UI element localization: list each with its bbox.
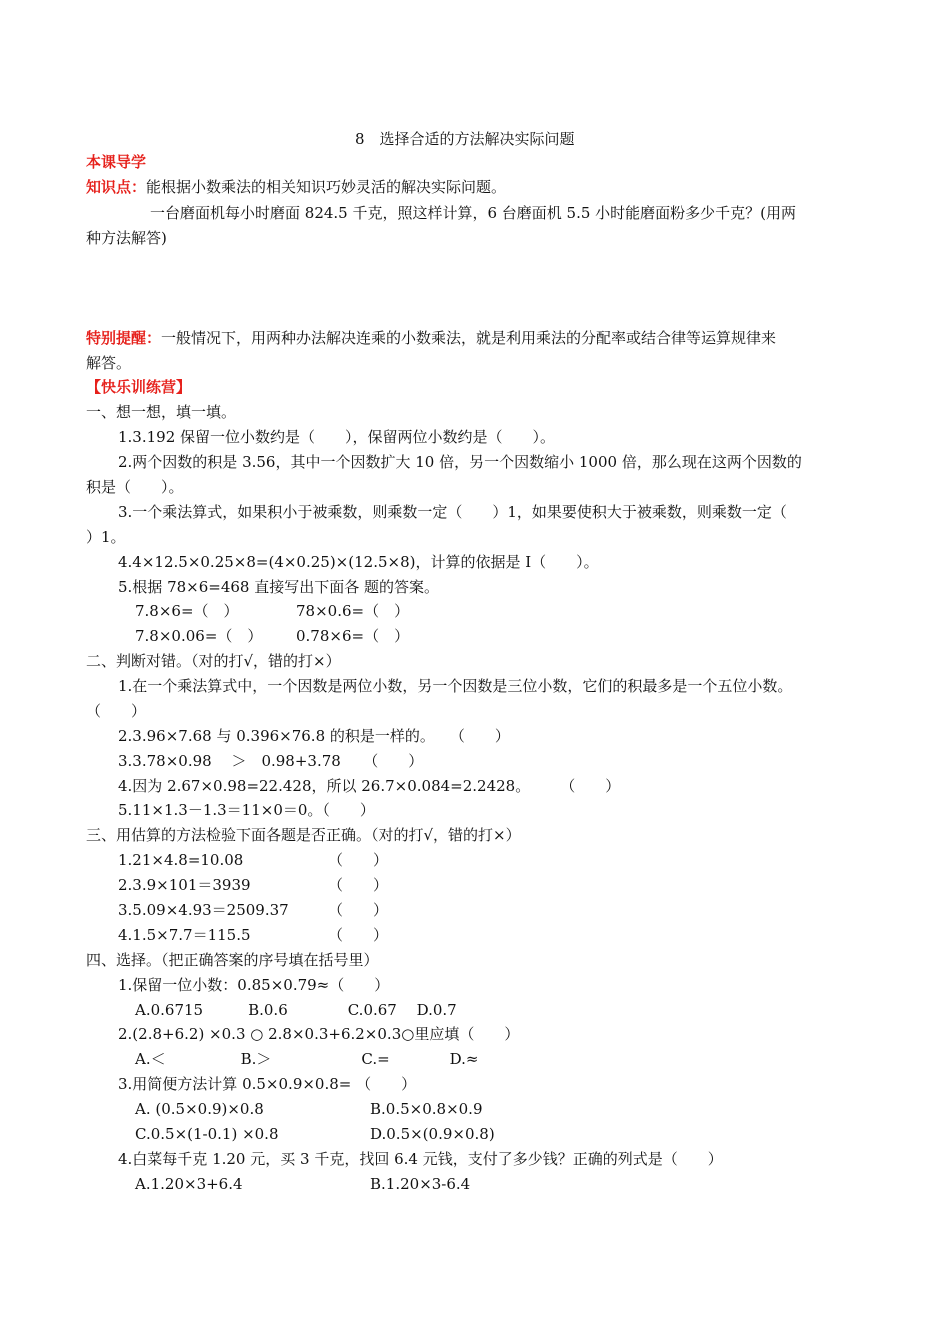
tip-label: 特别提醒： — [86, 329, 162, 347]
s1-calc-r2c1: 7.8×0.06=（ ） — [135, 627, 263, 645]
s1-question-4: 4.4×12.5×0.25×8=(4×0.25)×(12.5×8)，计算的依据是 I（ ）。 — [118, 553, 599, 571]
s2-question-3: 3.3.78×0.98 ＞ 0.98+3.78 （ ） — [118, 752, 424, 770]
s1-calc-r1c2: 78×0.6=（ ） — [296, 602, 410, 620]
s1-question-3a: 3.一个乘法算式，如果积小于被乘数，则乘数一定（ ）1，如果要使积大于被乘数，则乘数一定（ — [118, 503, 787, 521]
knowledge-point — [86, 177, 506, 197]
s4-question-3: 3.用简便方法计算 0.5×0.9×0.8= （ ） — [118, 1075, 417, 1093]
tip-text: 一般情况下，用两种办法解决连乘的小数乘法，就是利用乘法的分配率或结合律等运算规律来 — [161, 329, 777, 347]
s1-question-5: 5.根据 78×6=468 直接写出下面各 题的答案。 — [118, 578, 440, 596]
section-4-heading: 四、选择。（把正确答案的序号填在括号里） — [86, 951, 379, 969]
s4-question-4-option-a: A.1.20×3+6.4 — [135, 1175, 243, 1193]
s3-question-1: 1.21×4.8=10.08 — [118, 851, 244, 869]
s3-answer-paren-4: （ ） — [328, 926, 389, 944]
tip-line-1 — [86, 328, 776, 348]
s3-answer-paren-2: （ ） — [328, 876, 389, 894]
s2-question-1b: （ ） — [86, 702, 147, 720]
knowledge-text: 能根据小数乘法的相关知识巧妙灵活的解决实际问题。 — [146, 178, 507, 196]
s4-question-4: 4.白菜每千克 1.20 元，买 3 千克，找回 6.4 元钱，支付了多少钱？正确的列式是（ ） — [118, 1150, 723, 1168]
section-3-heading: 三、用估算的方法检验下面各题是否正确。（对的打√，错的打×） — [86, 826, 521, 844]
s4-question-3-option-a: A. (0.5×0.9)×0.8 — [135, 1100, 264, 1118]
s1-question-2a: 2.两个因数的积是 3.56，其中一个因数扩大 10 倍，另一个因数缩小 1000 倍，那么现在这两个因数的 — [118, 453, 802, 471]
s4-question-1-options: A.0.6715 B.0.6 C.0.67 D.0.7 — [135, 1001, 457, 1019]
s1-question-1: 1.3.192 保留一位小数约是（ ），保留两位小数约是（ ）。 — [118, 428, 556, 446]
s4-question-3-option-b: B.0.5×0.8×0.9 — [370, 1100, 483, 1118]
section-intro: 本课导学 — [86, 153, 147, 171]
camp-title: 【快乐训练营】 — [86, 378, 192, 396]
s4-question-2-options: A.＜ B.＞ C.= D.≈ — [135, 1050, 479, 1068]
section-1-heading: 一、想一想，填一填。 — [86, 403, 237, 421]
s4-question-3-option-c: C.0.5×(1-0.1) ×0.8 — [135, 1125, 279, 1143]
s4-question-1: 1.保留一位小数：0.85×0.79≈（ ） — [118, 976, 390, 994]
s2-question-4: 4.因为 2.67×0.98=22.428，所以 26.7×0.084=2.2428。 （ ） — [118, 777, 621, 795]
s3-question-2: 2.3.9×101＝3939 — [118, 876, 251, 894]
knowledge-label: 知识点： — [86, 178, 147, 196]
s2-question-2: 2.3.96×7.68 与 0.396×76.8 的积是一样的。 （ ） — [118, 727, 510, 745]
s2-question-5: 5.11×1.3－1.3＝11×0＝0。（ ） — [118, 801, 375, 819]
s3-answer-paren-3: （ ） — [328, 901, 389, 919]
s2-question-1a: 1.在一个乘法算式中，一个因数是两位小数，另一个因数是三位小数，它们的积最多是一个五位小数。 — [118, 677, 793, 695]
s3-question-4: 4.1.5×7.7＝115.5 — [118, 926, 251, 944]
tip-line-2: 解答。 — [86, 354, 132, 372]
s3-answer-paren-1: （ ） — [328, 851, 389, 869]
s1-question-2b: 积是（ ）。 — [86, 478, 184, 496]
s4-question-4-option-b: B.1.20×3-6.4 — [370, 1175, 471, 1193]
s3-question-3: 3.5.09×4.93＝2509.37 — [118, 901, 289, 919]
s4-question-2: 2.(2.8+6.2) ×0.3 ○ 2.8×0.3+6.2×0.3○里应填（ ） — [118, 1025, 520, 1043]
example-line-1: 一台磨面机每小时磨面 824.5 千克，照这样计算，6 台磨面机 5.5 小时能磨面粉多少千克？(用两 — [150, 204, 797, 222]
example-line-2: 种方法解答) — [86, 229, 167, 247]
s1-calc-r2c2: 0.78×6=（ ） — [296, 627, 410, 645]
section-2-heading: 二、判断对错。（对的打√，错的打×） — [86, 652, 341, 670]
s4-question-3-option-d: D.0.5×(0.9×0.8) — [370, 1125, 495, 1143]
s1-calc-r1c1: 7.8×6=（ ） — [135, 602, 239, 620]
page-title: 8 选择合适的方法解决实际问题 — [355, 130, 575, 148]
s1-question-3b: ）1。 — [86, 528, 126, 546]
